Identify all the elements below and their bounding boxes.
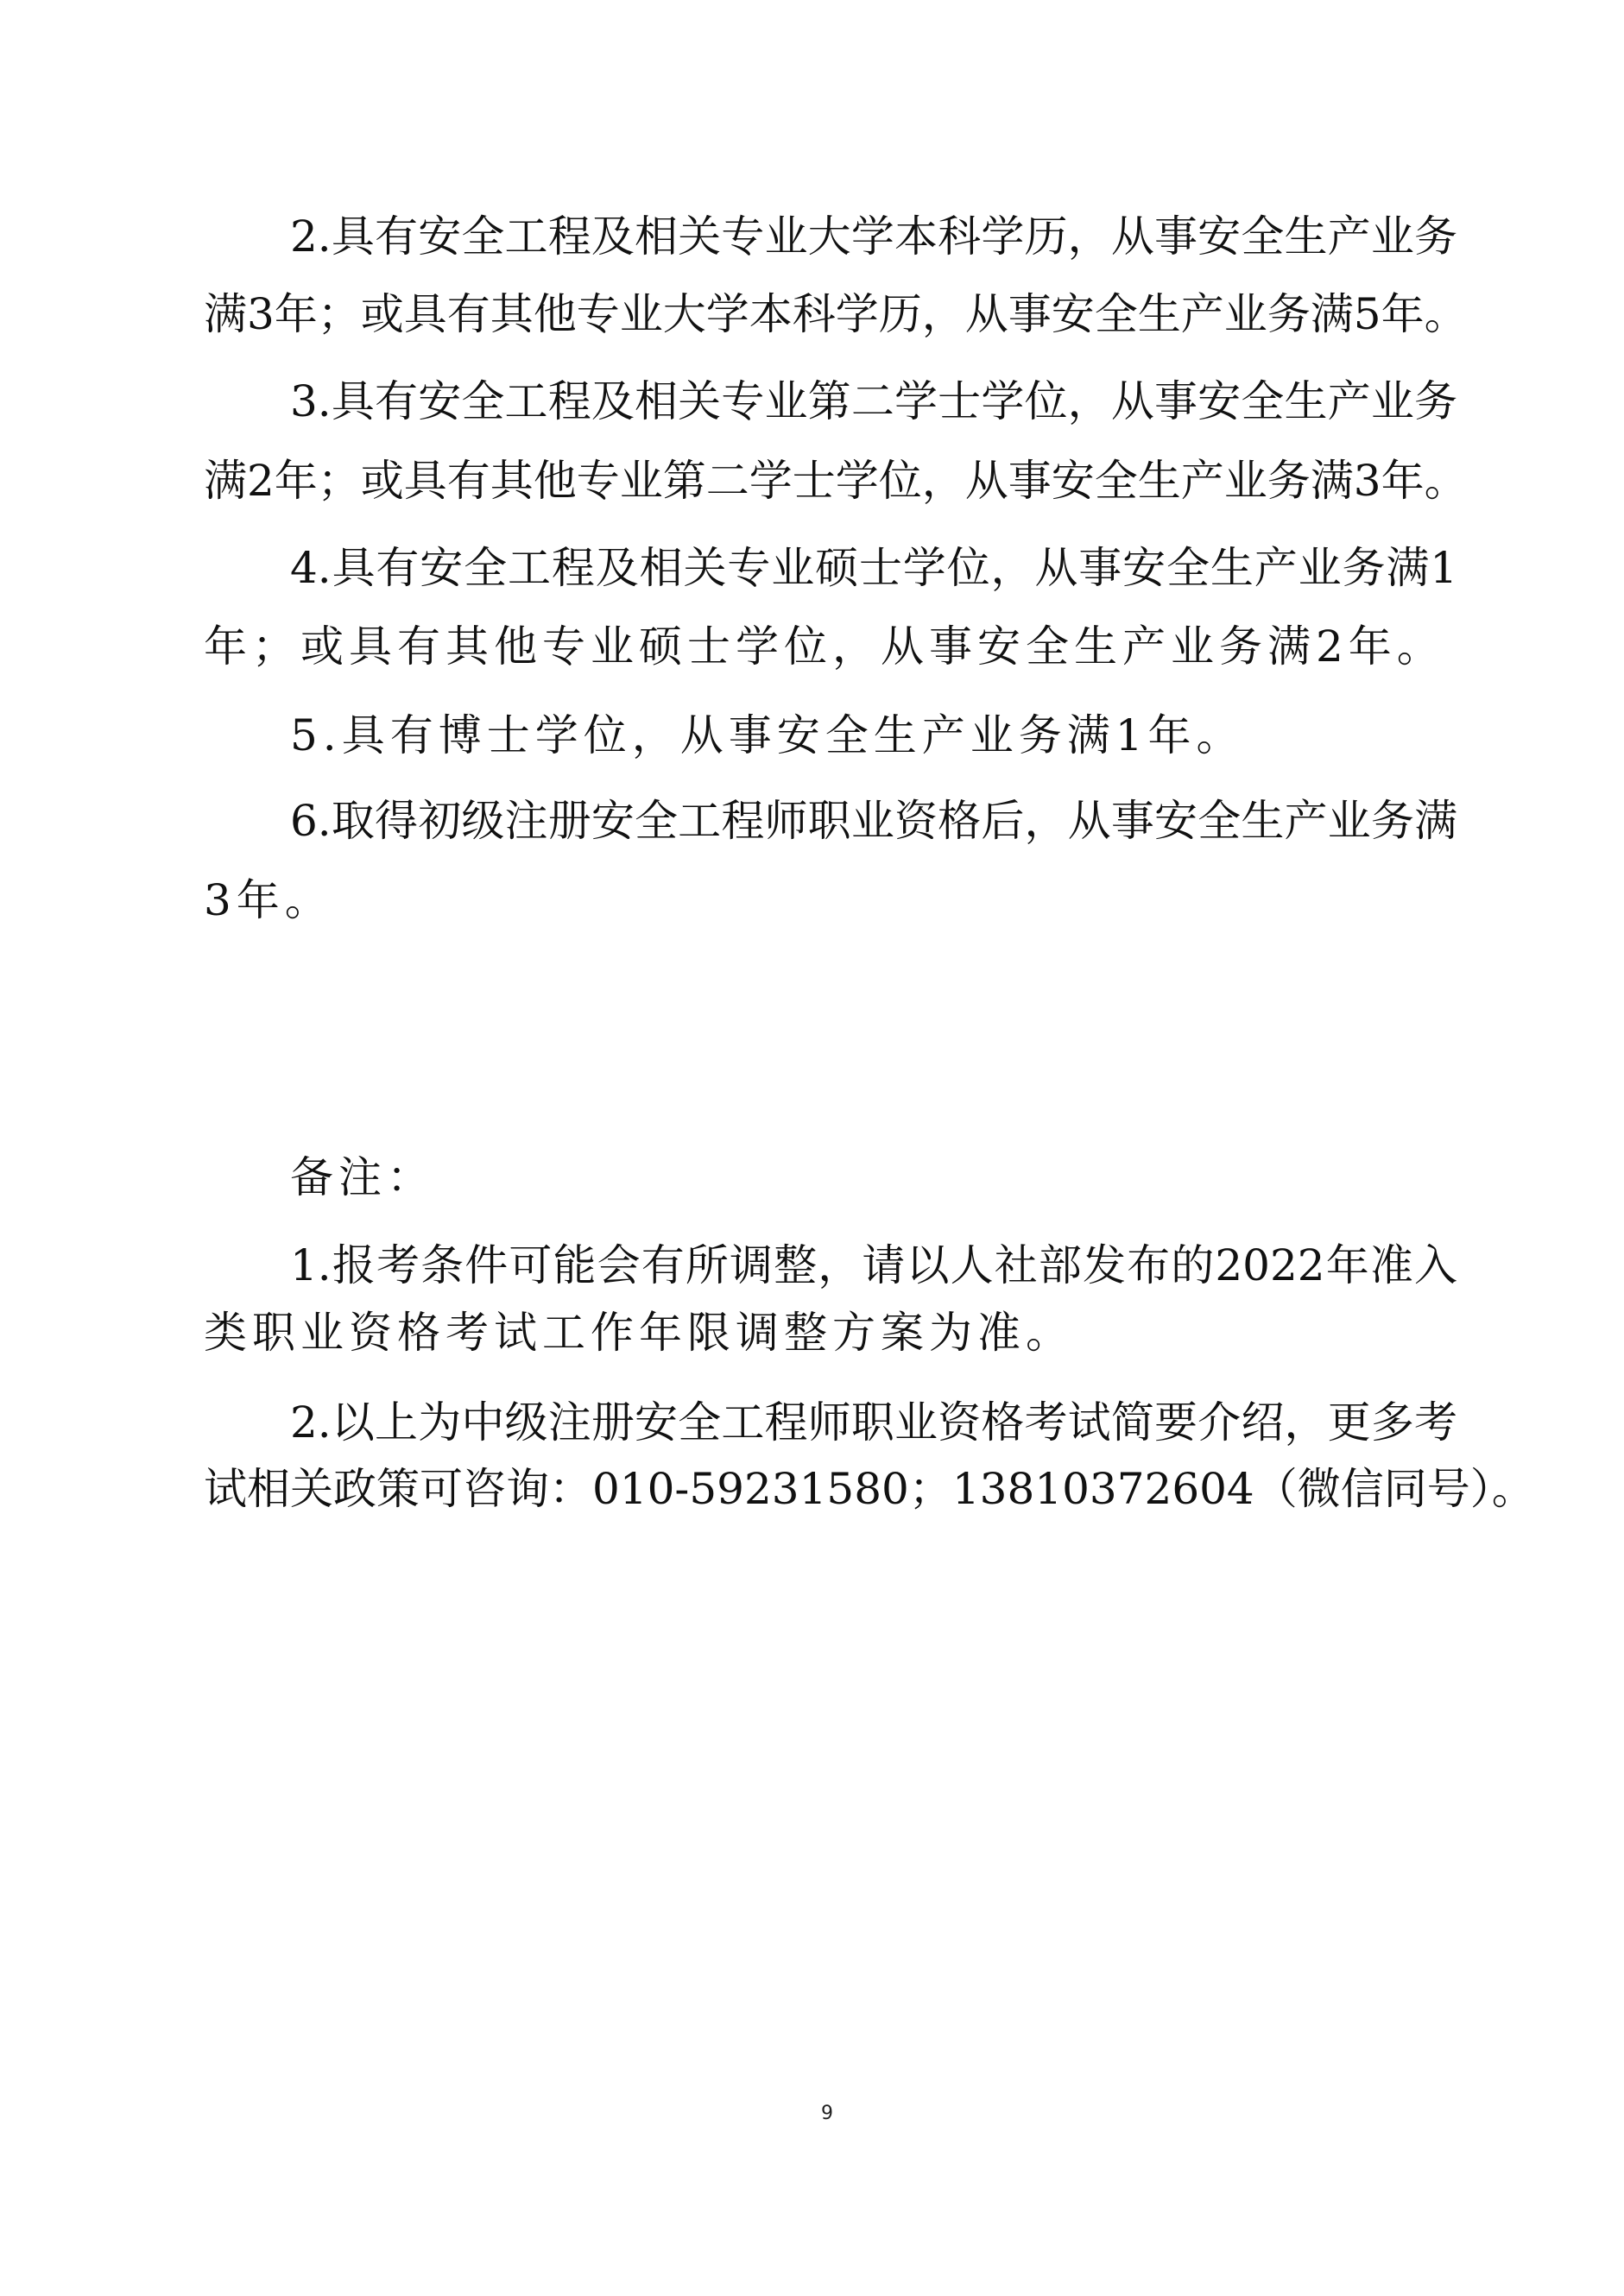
notes-heading: 备注：	[290, 1152, 435, 1202]
requirement-4-line-1: 4.具有安全工程及相关专业硕士学位，从事安全生产业务满1	[290, 543, 1457, 593]
requirement-3-line-1: 3.具有安全工程及相关专业第二学士学位，从事安全生产业务	[290, 376, 1457, 426]
note-2-line-2: 试相关政策可咨询：010-59231580；13810372604（微信同号）。	[204, 1464, 1535, 1514]
note-1-line-2: 类职业资格考试工作年限调整方案为准。	[204, 1308, 1074, 1358]
requirement-5-line-1: 5.具有博士学位，从事安全生产业务满1年。	[290, 710, 1245, 760]
requirement-2-line-1: 2.具有安全工程及相关专业大学本科学历，从事安全生产业务	[290, 211, 1457, 262]
note-1-line-1: 1.报考条件可能会有所调整，请以人社部发布的2022年准入	[290, 1240, 1457, 1290]
requirement-3-line-2: 满2年；或具有其他专业第二学士学位，从事安全生产业务满3年。	[204, 456, 1468, 506]
requirement-2-line-2: 满3年；或具有其他专业大学本科学历，从事安全生产业务满5年。	[204, 289, 1468, 339]
requirement-6-line-2: 3年。	[204, 875, 333, 925]
page-number: 9	[821, 2103, 833, 2124]
requirement-4-line-2: 年；或具有其他专业硕士学位，从事安全生产业务满2年。	[204, 621, 1445, 672]
requirement-6-line-1: 6.取得初级注册安全工程师职业资格后，从事安全生产业务满	[290, 796, 1457, 846]
note-2-line-1: 2.以上为中级注册安全工程师职业资格考试简要介绍，更多考	[290, 1397, 1457, 1448]
